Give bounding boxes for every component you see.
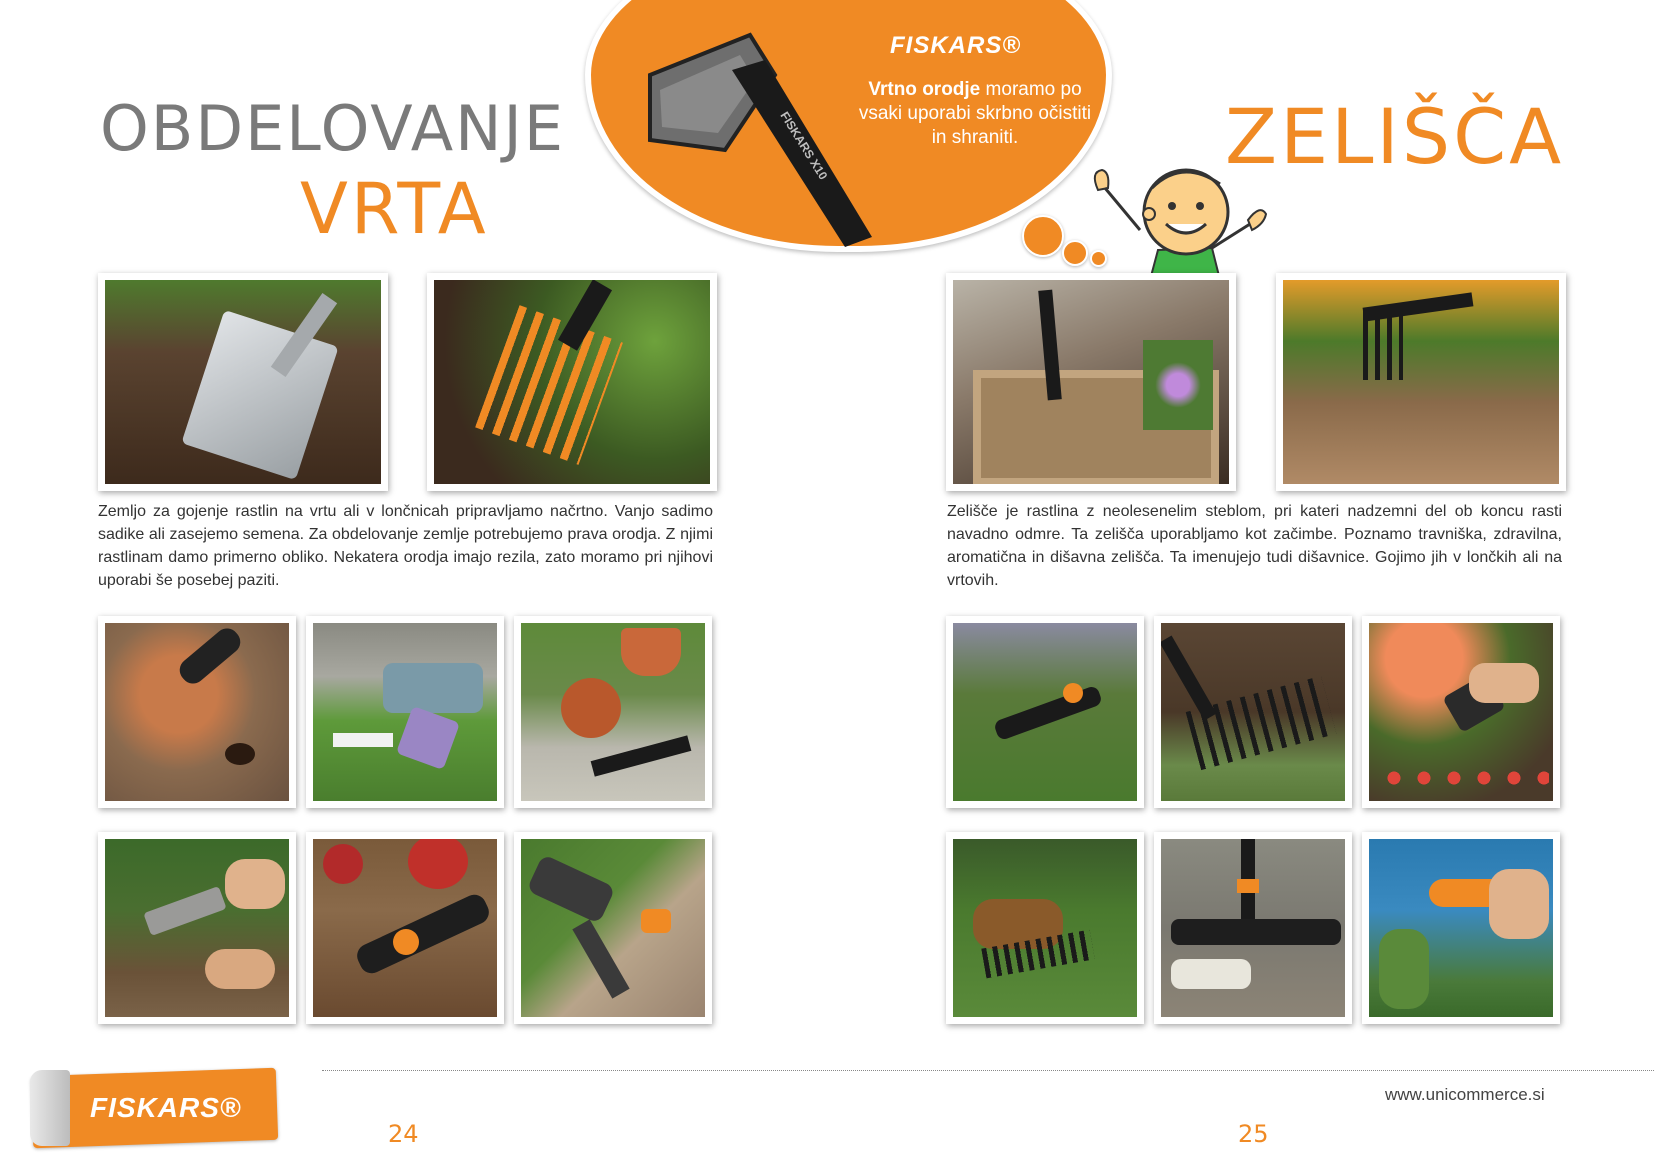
photo-marigolds-cultivator bbox=[1276, 273, 1566, 491]
logo-page-curl bbox=[30, 1070, 70, 1146]
paragraph-left: Zemljo za gojenje rastlin na vrtu ali v lončnicah pripravljamo načrtno. Vanjo sadimo sadike ali zasejemo semena. Za obdelovanje zemlje potrebujemo prava orodja. Z njimi rastlinam damo primerno obliko. Nekatera orodja imajo rezila, zato moramo pri njihovi uporabi še posebej paziti. bbox=[98, 503, 713, 589]
cartoon-kid-icon bbox=[1080, 160, 1270, 280]
photo-flower-box-fork bbox=[946, 273, 1236, 491]
photo-grass-shears bbox=[946, 616, 1144, 808]
photo-bulbs-trowel bbox=[98, 616, 296, 808]
page-number-right: 25 bbox=[1238, 1120, 1269, 1148]
photo-broom-deck bbox=[1154, 832, 1352, 1024]
photo-trowels-bench bbox=[514, 832, 712, 1024]
bubble-text-bold: Vrtno orodje bbox=[868, 79, 981, 100]
axe-label: FISKARS X10 bbox=[777, 109, 831, 183]
photo-herb-snips bbox=[1362, 832, 1560, 1024]
title-zelisca: ZELIŠČA bbox=[1225, 92, 1565, 181]
fiskars-logo-text: FISKARS® bbox=[90, 1092, 242, 1123]
bubble-text-rest: moramo po vsaki uporabi skrbno očistiti in shraniti. bbox=[858, 79, 1092, 148]
paragraph-right: Zelišče je rastlina z neolesenelim steblom, pri kateri nadzemni del ob koncu rasti navadno odmre. Ta zelišča uporabljamo kot začimbe. Poznamo travniška, zdravilna, aromatična in dišavna zelišča. Ta imenujejo tudi dišavnice. Gojimo jih v lončkih ali na vrtovih. bbox=[947, 503, 1562, 589]
photo-pruner-apples bbox=[306, 832, 504, 1024]
title-vrta: VRTA bbox=[300, 168, 489, 250]
bubble-text bbox=[850, 78, 1100, 150]
website-url[interactable]: www.unicommerce.si bbox=[1385, 1085, 1545, 1104]
photo-rake-soil bbox=[1154, 616, 1352, 808]
page-number-left: 24 bbox=[388, 1120, 419, 1148]
footer-dotted-divider bbox=[322, 1070, 1654, 1071]
photo-spade bbox=[98, 273, 388, 491]
photo-leaf-rake bbox=[946, 832, 1144, 1024]
title-obdelovanje: OBDELOVANJE bbox=[100, 92, 565, 165]
photo-hand-soil-scoop bbox=[98, 832, 296, 1024]
photo-hand-tools-grass bbox=[306, 616, 504, 808]
photo-pots-tools bbox=[514, 616, 712, 808]
bubble-brand-logo: FISKARS® bbox=[890, 32, 1022, 59]
bubble-dot-large bbox=[1022, 215, 1064, 257]
photo-rake-orange bbox=[427, 273, 717, 491]
photo-flowers-trowel bbox=[1362, 616, 1560, 808]
